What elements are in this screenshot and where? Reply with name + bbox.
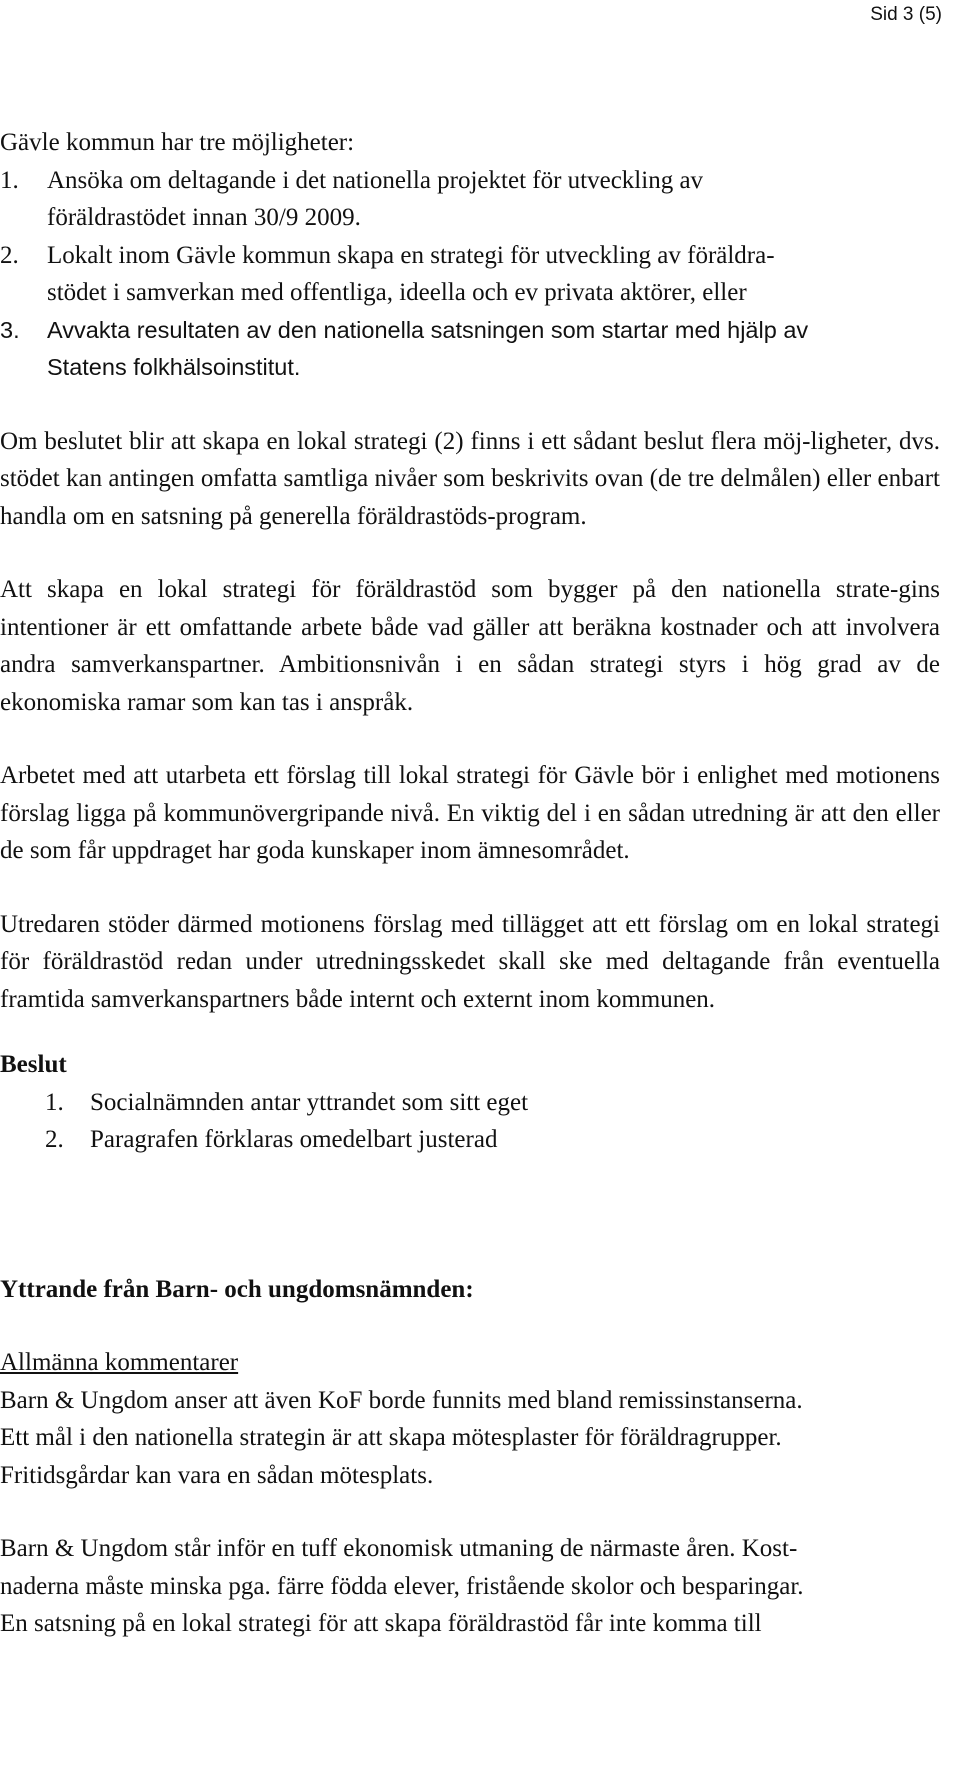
intro-text: Gävle kommun har tre möjligheter: bbox=[0, 129, 355, 156]
paragraph: Om beslutet blir att skapa en lokal strategi (2) finns i ett sådant beslut flera möj-ligheter, dvs. stödet kan antingen omfatta samtliga nivåer som beskrivits ovan (de tre delmålen) eller enbart handla om en satsning på generella föräldrastöds-program. bbox=[0, 427, 940, 530]
list-number: 3. bbox=[0, 316, 20, 343]
text-line: En satsning på en lokal strategi för att skapa föräldrastöd får inte komma till bbox=[0, 1610, 762, 1637]
paragraph bbox=[0, 1530, 940, 1643]
list-line: Lokalt inom Gävle kommun skapa en strategi för utveckling av föräldra- bbox=[47, 241, 775, 269]
section-heading: Yttrande från Barn- och ungdomsnämnden: bbox=[0, 1275, 474, 1303]
text-line: Barn & Ungdom anser att även KoF borde funnits med bland remissinstanserna. bbox=[0, 1386, 803, 1414]
list-line: Avvakta resultaten av den nationella satsningen som startar med hjälp av bbox=[47, 316, 809, 343]
options-list bbox=[0, 162, 940, 387]
paragraph: Utredaren stöder därmed motionens förslag med tillägget att ett förslag om en lokal strategi för föräldrastöd redan under utredningsskedet skall ske med deltagande från eventuella framtida samverkanspartners både internt och externt inom kommunen. bbox=[0, 910, 940, 1013]
list-item bbox=[45, 1084, 940, 1122]
list-text: Paragrafen förklaras omedelbart justerad bbox=[90, 1126, 498, 1153]
subsection-heading: Allmänna kommentarer bbox=[0, 1349, 239, 1376]
list-item bbox=[0, 312, 940, 387]
list-number: 2. bbox=[0, 241, 19, 269]
text-line: naderna måste minska pga. färre födda elever, fristående skolor och besparingar. bbox=[0, 1572, 804, 1600]
list-item bbox=[45, 1121, 940, 1159]
text-line: Barn & Ungdom står inför en tuff ekonomisk utmaning de närmaste åren. Kost- bbox=[0, 1535, 798, 1562]
list-text bbox=[47, 162, 703, 237]
list-number: 1. bbox=[45, 1088, 64, 1116]
decision-list bbox=[0, 1084, 940, 1159]
paragraph: Att skapa en lokal strategi för föräldrastöd som bygger på den nationella strate-gins intentioner är ett omfattande arbete både vad gäller att beräkna kostnader och att involvera andra samverkanspartner. Ambitionsnivån i en sådan strategi styrs i hög grad av de ekonomiska ramar som kan tas i anspråk. bbox=[0, 576, 940, 716]
list-line: stödet i samverkan med offentliga, ideella och ev privata aktörer, eller bbox=[47, 279, 747, 306]
page-number: Sid 3 (5) bbox=[870, 4, 942, 25]
text-line: Fritidsgårdar kan vara en sådan mötesplats. bbox=[0, 1461, 434, 1489]
list-number: 2. bbox=[45, 1126, 64, 1153]
list-number: 1. bbox=[0, 166, 19, 194]
text-line: Ett mål i den nationella strategin är att skapa mötesplaster för föräldragrupper. bbox=[0, 1424, 782, 1451]
list-line: Statens folkhälsoinstitut. bbox=[47, 354, 301, 380]
list-item bbox=[0, 237, 940, 312]
section-heading: Beslut bbox=[0, 1051, 67, 1078]
paragraph bbox=[0, 1382, 940, 1495]
list-item bbox=[0, 162, 940, 237]
paragraph: Arbetet med att utarbeta ett förslag till lokal strategi för Gävle bör i enlighet med motionens förslag ligga på kommunövergripande nivå. En viktig del i en sådan utredning är att den eller de som får uppdraget har goda kunskaper inom ämnesområdet. bbox=[0, 762, 940, 864]
list-text bbox=[47, 312, 808, 387]
list-line: föräldrastödet innan 30/9 2009. bbox=[47, 204, 361, 231]
list-text bbox=[47, 237, 775, 312]
document-body bbox=[0, 124, 940, 1643]
list-text: Socialnämnden antar yttrandet som sitt eget bbox=[90, 1088, 529, 1116]
list-line: Ansöka om deltagande i det nationella projektet för utveckling av bbox=[47, 166, 704, 194]
